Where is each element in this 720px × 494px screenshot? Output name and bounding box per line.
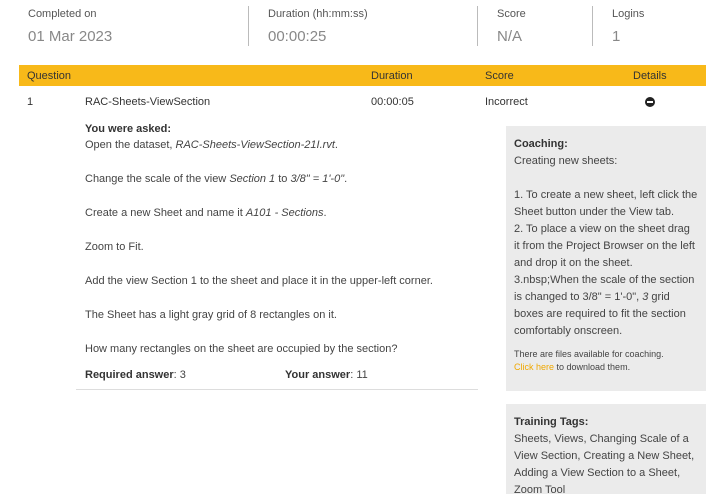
coaching-step-1: 1. To create a new sheet, left click the Sheet button under the View tab. [514,189,698,218]
header-score: Score [485,70,514,82]
coaching-heading: Coaching: [514,138,568,150]
stat-divider [592,6,593,46]
coaching-files-note: There are files available for coaching. Click here to download them. [514,349,664,372]
logins-stat [612,8,644,45]
stat-divider [248,6,249,46]
asked-line-5: Add the view Section 1 to the sheet and place it in the upper-left corner. [85,275,433,287]
answers [85,369,368,381]
logins-label: Logins [612,8,645,20]
duration-label: Duration (hh:mm:ss) [268,8,368,20]
completed-stat [28,8,112,45]
required-answer: Required answer: 3 [85,369,186,381]
header-details: Details [633,70,667,82]
score-value: N/A [497,28,523,45]
asked-line-4: Zoom to Fit. [85,241,144,253]
coaching-panel [506,126,706,391]
collapse-details-icon[interactable] [645,97,655,107]
header-question: Question [27,70,72,82]
training-tags-panel [506,404,706,494]
your-answer: Your answer: 11 [285,369,368,381]
asked-line-1: Open the dataset, RAC-Sheets-ViewSection-21I.rvt. [85,139,338,151]
asked-line-6: The Sheet has a light gray grid of 8 rectangles on it. [85,309,337,321]
score-label: Score [497,8,526,20]
coaching-intro: Creating new sheets: [514,155,618,167]
completed-label: Completed on [28,8,97,20]
duration-stat [268,8,368,45]
tags-heading: Training Tags: [514,416,589,428]
completed-value: 01 Mar 2023 [28,28,113,45]
tags-text: Sheets, Views, Changing Scale of a View Section, Creating a New Sheet, Adding a View Section to a Sheet, Zoom Tool [514,433,695,494]
coaching-step-3: 3.nbsp;When the scale of the section is changed to 3/8" = 1'-0", 3 grid boxes are required to fit the section comfortably onscreen. [514,274,695,337]
header-duration: Duration [371,70,413,82]
asked-line-2: Change the scale of the view Section 1 to 3/8" = 1'-0". [85,173,348,185]
asked-line-3: Create a new Sheet and name it A101 - Sections. [85,207,327,219]
score-stat [497,8,526,45]
row-question-name: RAC-Sheets-ViewSection [85,96,211,108]
results-table-header [19,65,706,86]
table-row [19,88,706,116]
duration-value: 00:00:25 [268,28,327,45]
stat-divider [477,6,478,46]
row-duration: 00:00:05 [371,96,414,108]
asked-line-7: How many rectangles on the sheet are occupied by the section? [85,343,398,355]
coaching-step-2: 2. To place a view on the sheet drag it from the Project Browser on the left and drop it on the sheet. [514,223,695,269]
answer-divider [76,389,478,390]
download-link[interactable]: Click here [514,362,555,372]
asked-heading: You were asked: [85,123,171,135]
logins-value: 1 [612,28,621,45]
row-score: Incorrect [485,96,528,108]
summary-stats [0,0,720,56]
row-number: 1 [27,96,34,108]
